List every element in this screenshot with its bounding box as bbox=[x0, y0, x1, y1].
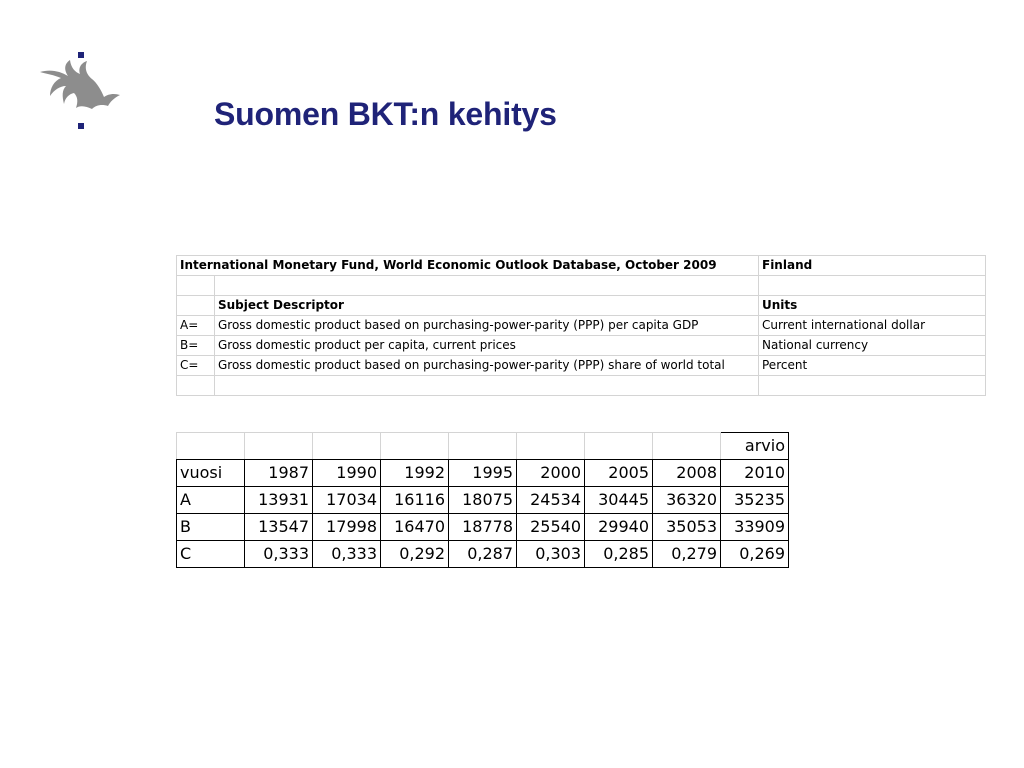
value-cell: 0,292 bbox=[381, 541, 449, 568]
country-cell: Finland bbox=[759, 256, 986, 276]
value-cell: 24534 bbox=[517, 487, 585, 514]
empty-cell bbox=[517, 433, 585, 460]
estimate-note: arvio bbox=[721, 433, 789, 460]
units-cell: National currency bbox=[759, 336, 986, 356]
year-cell: 1992 bbox=[381, 460, 449, 487]
value-cell: 0,287 bbox=[449, 541, 517, 568]
empty-cell bbox=[381, 433, 449, 460]
units-cell: Percent bbox=[759, 356, 986, 376]
table-row bbox=[177, 460, 789, 487]
empty-cell bbox=[215, 376, 759, 396]
value-cell: 17034 bbox=[313, 487, 381, 514]
value-cell: 0,333 bbox=[313, 541, 381, 568]
value-cell: 0,333 bbox=[245, 541, 313, 568]
table-row bbox=[177, 487, 789, 514]
row-label: B bbox=[177, 514, 245, 541]
value-cell: 18075 bbox=[449, 487, 517, 514]
year-cell: 1990 bbox=[313, 460, 381, 487]
year-cell: 2005 bbox=[585, 460, 653, 487]
empty-cell bbox=[449, 433, 517, 460]
table-row bbox=[177, 541, 789, 568]
descriptor-header: Subject Descriptor bbox=[215, 296, 759, 316]
table-row bbox=[177, 276, 986, 296]
table-row bbox=[177, 514, 789, 541]
descriptor-cell: Gross domestic product based on purchasing-power-parity (PPP) share of world total bbox=[215, 356, 759, 376]
descriptor-cell: Gross domestic product per capita, current prices bbox=[215, 336, 759, 356]
year-cell: 1995 bbox=[449, 460, 517, 487]
empty-cell bbox=[177, 276, 215, 296]
value-cell: 30445 bbox=[585, 487, 653, 514]
value-cell: 0,269 bbox=[721, 541, 789, 568]
value-cell: 33909 bbox=[721, 514, 789, 541]
year-cell: 2000 bbox=[517, 460, 585, 487]
slide-title: Suomen BKT:n kehitys bbox=[214, 96, 557, 132]
year-label: vuosi bbox=[177, 460, 245, 487]
row-label: C bbox=[177, 541, 245, 568]
key-cell: A= bbox=[177, 316, 215, 336]
gdp-data-table bbox=[176, 432, 789, 568]
empty-cell bbox=[215, 276, 759, 296]
empty-cell bbox=[653, 433, 721, 460]
empty-cell bbox=[177, 433, 245, 460]
table-row bbox=[177, 316, 986, 336]
table-row bbox=[177, 433, 789, 460]
value-cell: 13931 bbox=[245, 487, 313, 514]
empty-cell bbox=[759, 376, 986, 396]
university-flame-logo bbox=[34, 48, 126, 136]
units-cell: Current international dollar bbox=[759, 316, 986, 336]
source-info-table bbox=[176, 255, 986, 396]
value-cell: 35235 bbox=[721, 487, 789, 514]
year-cell: 2010 bbox=[721, 460, 789, 487]
value-cell: 36320 bbox=[653, 487, 721, 514]
value-cell: 17998 bbox=[313, 514, 381, 541]
value-cell: 29940 bbox=[585, 514, 653, 541]
value-cell: 16470 bbox=[381, 514, 449, 541]
value-cell: 16116 bbox=[381, 487, 449, 514]
value-cell: 35053 bbox=[653, 514, 721, 541]
empty-cell bbox=[177, 376, 215, 396]
value-cell: 13547 bbox=[245, 514, 313, 541]
logo-dot bbox=[78, 123, 84, 129]
empty-cell bbox=[313, 433, 381, 460]
logo-flame bbox=[40, 60, 120, 109]
key-cell: C= bbox=[177, 356, 215, 376]
source-cell: International Monetary Fund, World Economic Outlook Database, October 2009 bbox=[177, 256, 759, 276]
empty-cell bbox=[585, 433, 653, 460]
units-header: Units bbox=[759, 296, 986, 316]
table-row bbox=[177, 356, 986, 376]
table-row bbox=[177, 376, 986, 396]
year-cell: 2008 bbox=[653, 460, 721, 487]
row-label: A bbox=[177, 487, 245, 514]
logo-dot bbox=[78, 52, 84, 58]
empty-cell bbox=[759, 276, 986, 296]
table-row bbox=[177, 256, 986, 276]
empty-cell bbox=[177, 296, 215, 316]
value-cell: 0,279 bbox=[653, 541, 721, 568]
table-row bbox=[177, 336, 986, 356]
value-cell: 0,285 bbox=[585, 541, 653, 568]
descriptor-cell: Gross domestic product based on purchasing-power-parity (PPP) per capita GDP bbox=[215, 316, 759, 336]
key-cell: B= bbox=[177, 336, 215, 356]
value-cell: 0,303 bbox=[517, 541, 585, 568]
value-cell: 18778 bbox=[449, 514, 517, 541]
table-row bbox=[177, 296, 986, 316]
empty-cell bbox=[245, 433, 313, 460]
year-cell: 1987 bbox=[245, 460, 313, 487]
value-cell: 25540 bbox=[517, 514, 585, 541]
